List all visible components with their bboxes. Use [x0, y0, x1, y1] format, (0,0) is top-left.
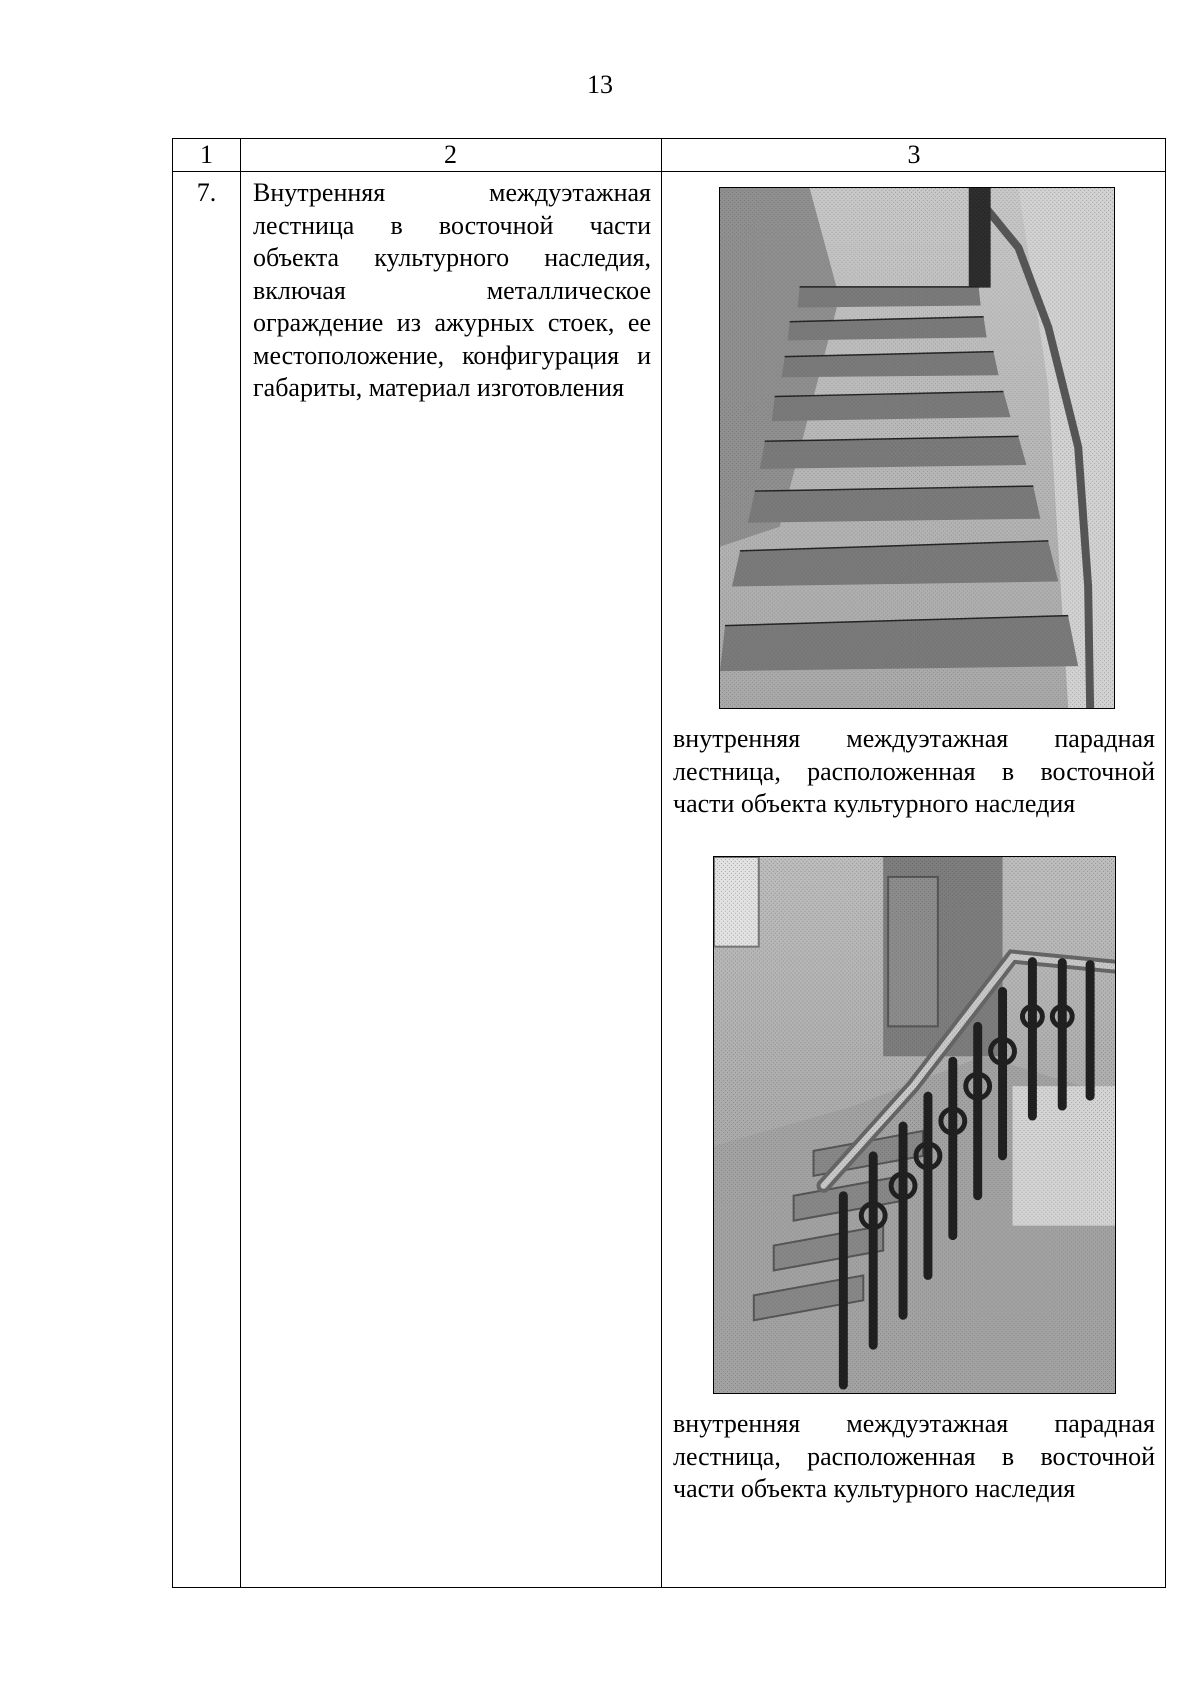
column-header-2: 2: [444, 140, 457, 169]
staircase-photo: [719, 187, 1115, 709]
column-divider: [240, 139, 241, 1587]
column-divider: [661, 139, 662, 1587]
photo-caption: внутренняя междуэтажная парадная лестница, расположенная в восточной части объекта культурного наследия: [673, 724, 1155, 818]
header-divider: [173, 171, 1165, 172]
column-header-3: 3: [907, 140, 921, 169]
column-header-1: 1: [200, 140, 213, 169]
photo-caption: внутренняя междуэтажная парадная лестница, расположенная в восточной части объекта культурного наследия: [673, 1409, 1155, 1503]
railing-photo: [713, 856, 1116, 1394]
row-number: 7.: [196, 178, 217, 207]
row-description: Внутренняя междуэтажная лестница в восточной части объекта культурного наследия, включая металлическое ограждение из ажурных стоек, ее местоположение, конфигурация и габариты, материал изготовления: [253, 178, 651, 402]
page-number: 13: [587, 70, 613, 99]
heritage-table: [172, 138, 1166, 1588]
